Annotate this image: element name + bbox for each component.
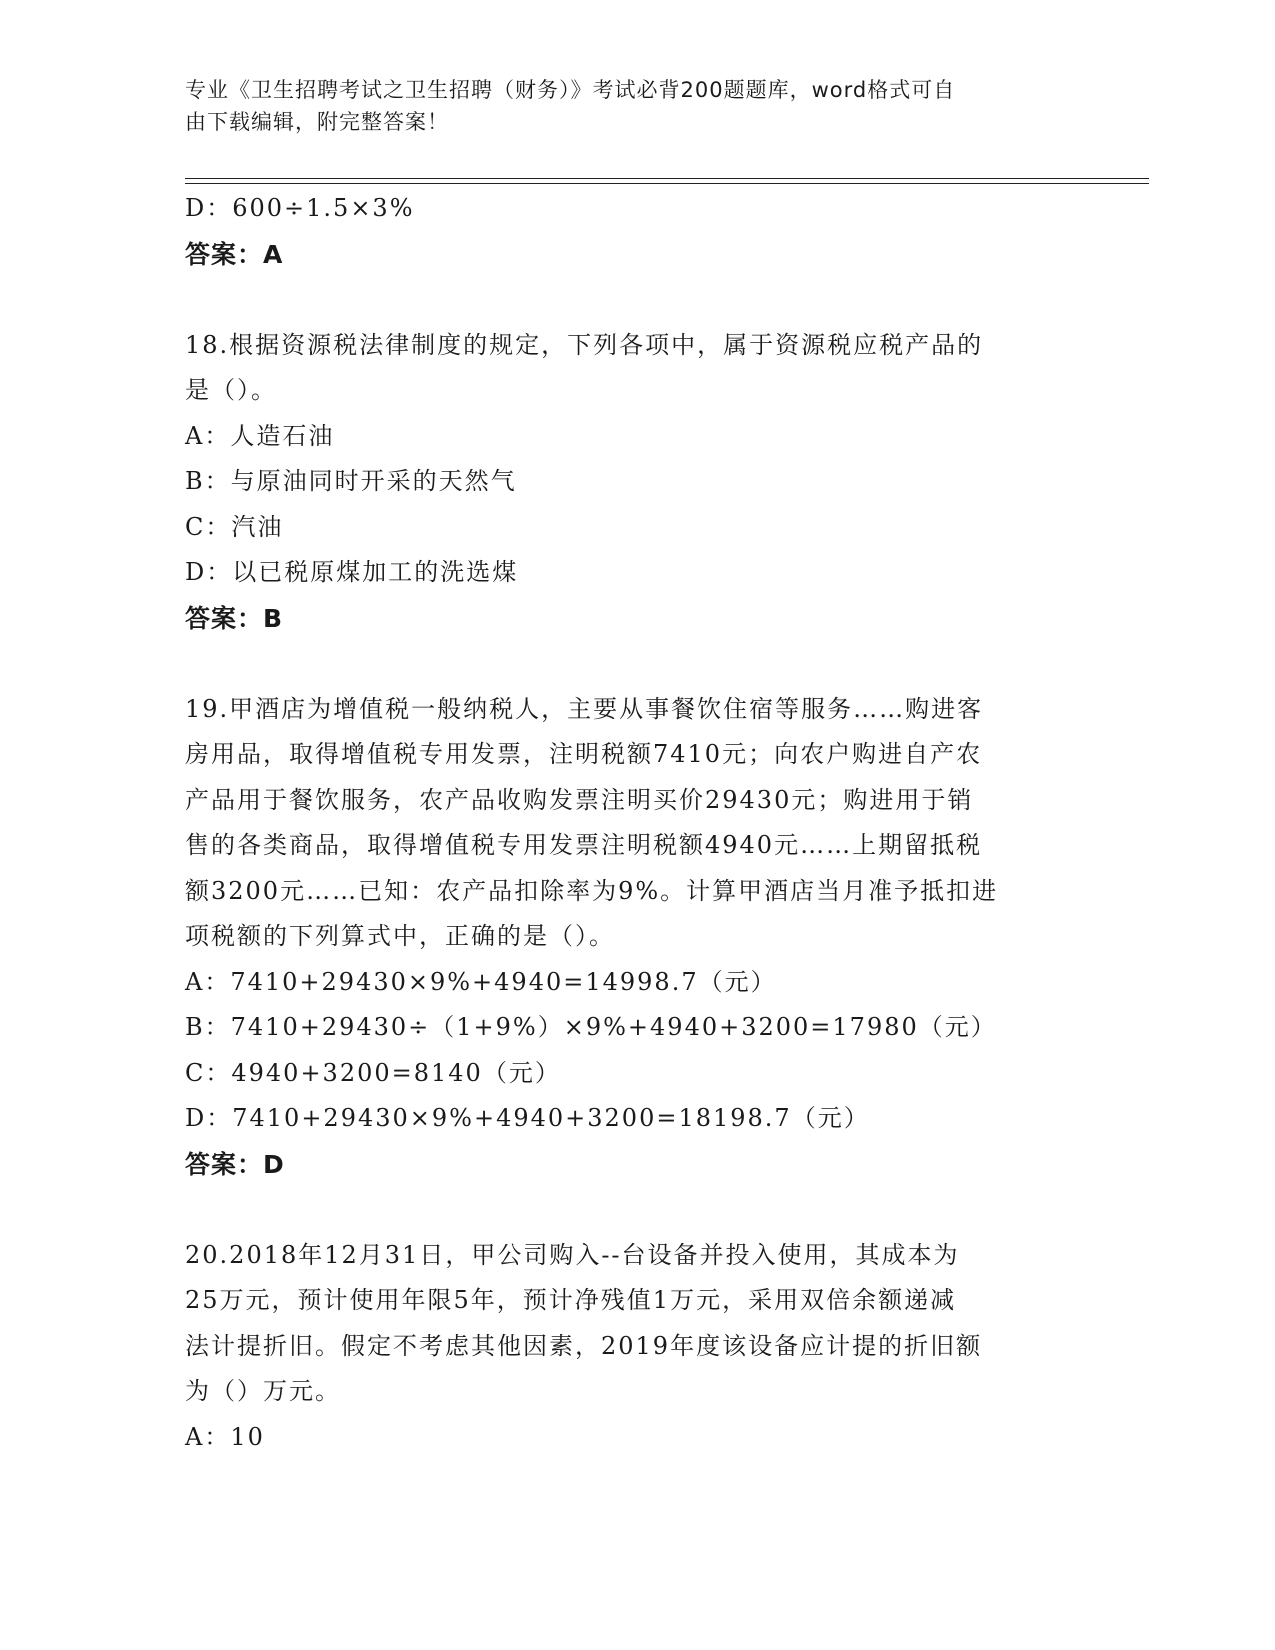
question-20: [185, 1233, 1085, 1461]
page-header: [185, 74, 1085, 138]
option-a: A：7410+29430×9%+4940=14998.7（元）: [185, 967, 777, 996]
option-b: B：7410+29430÷（1+9%）×9%+4940+3200=17980（元）: [185, 1013, 997, 1041]
option-c: C：4940+3200=8140（元）: [185, 1058, 561, 1087]
option-a: A：10: [185, 1422, 265, 1451]
question-19: [185, 687, 1085, 1188]
spacer: [185, 1187, 1085, 1233]
question-text-line: 是（）。: [185, 376, 277, 404]
question-text-line: 25万元，预计使用年限5年，预计净残值1万元，采用双倍余额递减: [185, 1286, 957, 1314]
question-text-line: 售的各类商品，取得增值税专用发票注明税额4940元……上期留抵税: [185, 831, 983, 859]
option-d: D：600÷1.5×3%: [185, 194, 415, 222]
question-text-line: 产品用于餐饮服务，农产品收购发票注明买价29430元；购进用于销: [185, 785, 974, 814]
option-d: D：7410+29430×9%+4940+3200=18198.7（元）: [185, 1104, 870, 1132]
header-line-1: 专业《卫生招聘考试之卫生招聘（财务）》考试必背200题题库，word格式可自: [185, 78, 956, 102]
spacer: [185, 641, 1085, 687]
spacer: [185, 277, 1085, 323]
option-b: B：与原油同时开采的天然气: [185, 467, 517, 495]
question-text-line: 19.甲酒店为增值税一般纳税人，主要从事餐饮住宿等服务……购进客: [185, 694, 984, 723]
question-text-line: 18.根据资源税法律制度的规定，下列各项中，属于资源税应税产品的: [185, 330, 984, 359]
question-text-line: 额3200元……已知：农产品扣除率为9%。计算甲酒店当月准予抵扣进: [185, 876, 999, 905]
header-line-2: 由下载编辑，附完整答案！: [185, 110, 449, 134]
question-text-line: 项税额的下列算式中，正确的是（）。: [185, 922, 615, 950]
header-divider-top: [185, 178, 1149, 179]
question-text-line: 20.2018年12月31日，甲公司购入--台设备并投入使用，其成本为: [185, 1240, 960, 1269]
answer-line: 答案：D: [185, 1149, 285, 1179]
question-text-line: 房用品，取得增值税专用发票，注明税额7410元；向农户购进自产农: [185, 740, 983, 768]
question-text-line: 法计提折旧。假定不考虑其他因素，2019年度该设备应计提的折旧额: [185, 1331, 983, 1360]
option-d: D：以已税原煤加工的洗选煤: [185, 558, 519, 586]
question-17-tail: [185, 186, 1085, 277]
header-divider-bottom: [185, 183, 1149, 184]
answer-line: 答案：A: [185, 239, 284, 269]
question-content: [185, 186, 1085, 1460]
option-a: A：人造石油: [185, 421, 335, 450]
question-text-line: 为（）万元。: [185, 1377, 341, 1405]
answer-line: 答案：B: [185, 603, 284, 633]
option-c: C：汽油: [185, 512, 284, 541]
question-18: [185, 323, 1085, 642]
